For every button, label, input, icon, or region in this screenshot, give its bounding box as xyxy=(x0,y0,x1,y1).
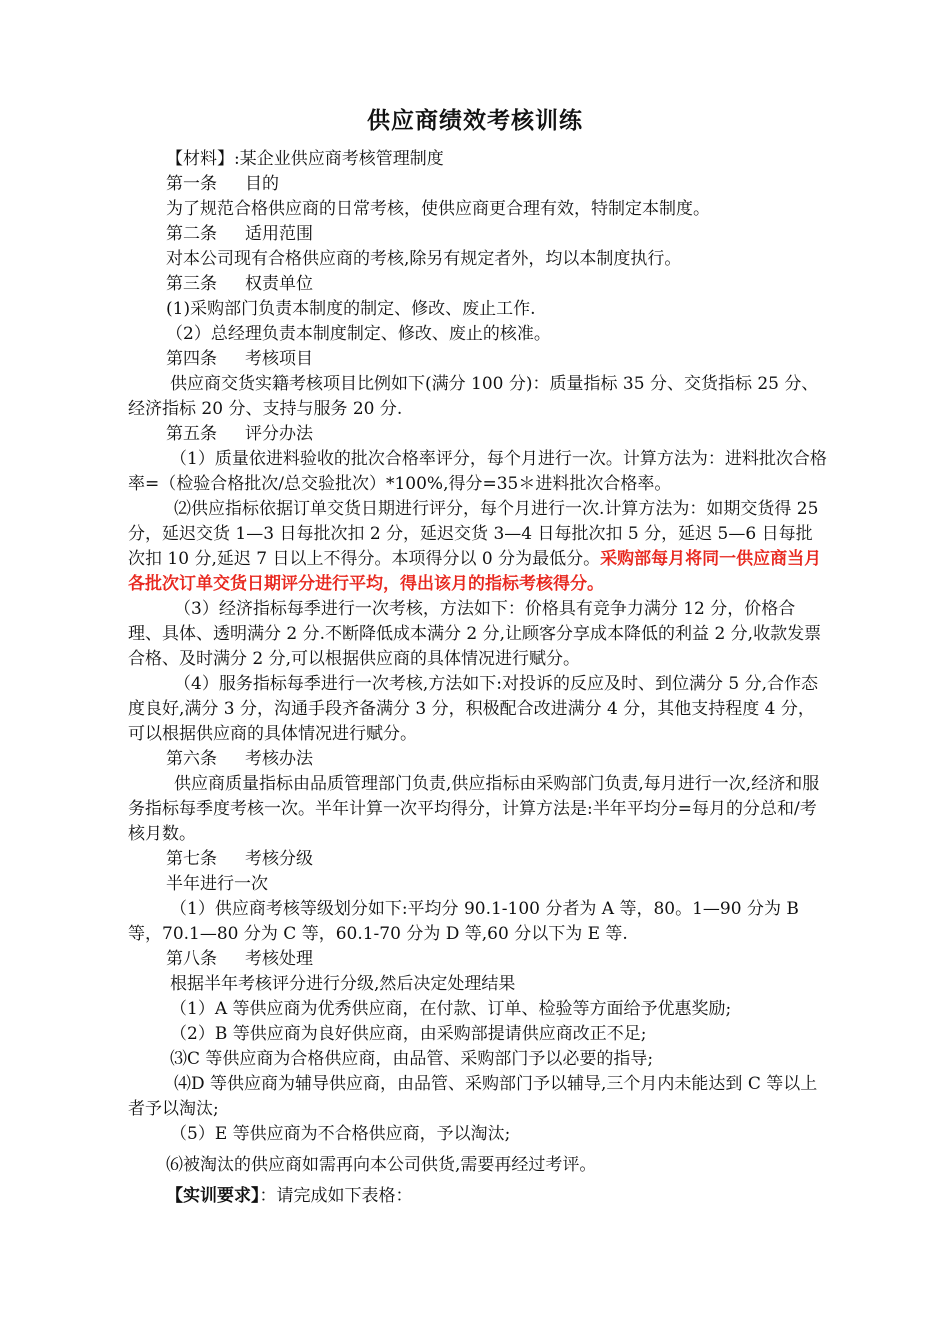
material-bracket: 【材料】 xyxy=(166,149,234,169)
material-line xyxy=(128,147,828,172)
article-5-heading xyxy=(128,422,828,447)
article-7-item-1: （1）供应商考核等级划分如下:平均分 90.1-100 分者为 A 等，80。1—90 分为 B 等，70.1—80 分为 C 等，60.1-70 分为 D 等,60 分以下为 E 等. xyxy=(128,899,799,944)
article-8-item-2: （2）B 等供应商为良好供应商，由采购部提请供应商改正不足; xyxy=(170,1024,647,1044)
article-2-body: 对本公司现有合格供应商的考核,除另有规定者外，均以本制度执行。 xyxy=(166,249,682,269)
article-title: 考核办法 xyxy=(245,749,313,769)
article-5-item-1: （1）质量依进料验收的批次合格率评分，每个月进行一次。计算方法为：进料批次合格率=（检验合格批次/总交验批次）*100%,得分=35＊进料批次合格率。 xyxy=(128,449,827,494)
article-title: 考核处理 xyxy=(245,949,313,969)
article-2-heading xyxy=(128,222,828,247)
article-number: 第七条 xyxy=(166,849,217,869)
article-7-heading xyxy=(128,847,828,872)
article-title: 评分办法 xyxy=(245,424,313,444)
article-8-item-6: ⑹被淘汰的供应商如需再向本公司供货,需要再经过考评。 xyxy=(166,1155,597,1175)
article-8-intro: 根据半年考核评分进行分级,然后决定处理结果 xyxy=(170,974,516,994)
article-5-item-3: （3）经济指标每季进行一次考核，方法如下：价格具有竞争力满分 12 分，价格合理、具体、透明满分 2 分.不断降低成本满分 2 分,让顾客分享成本降低的利益 2 分,收款发票合格、及时满分 2 分,可以根据供应商的具体情况进行赋分。 xyxy=(128,599,822,669)
document-title: 供应商绩效考核训练 xyxy=(367,108,583,134)
article-5-item-4: （4）服务指标每季进行一次考核,方法如下:对投诉的反应及时、到位满分 5 分,合作态度良好,满分 3 分，沟通手段齐备满分 3 分，积极配合改进满分 4 分，其他支持程度 4 分，可以根据供应商的具体情况进行赋分。 xyxy=(128,674,818,744)
article-title: 权责单位 xyxy=(245,274,313,294)
article-8-item-5: （5）E 等供应商为不合格供应商，予以淘汰; xyxy=(170,1124,511,1144)
article-title: 考核分级 xyxy=(245,849,313,869)
article-title: 适用范围 xyxy=(245,224,313,244)
article-number: 第三条 xyxy=(166,274,217,294)
article-8-item-4: ⑷D 等供应商为辅导供应商，由品管、采购部门予以辅导,三个月内未能达到 C 等以上者予以淘汰; xyxy=(128,1074,818,1119)
article-number: 第六条 xyxy=(166,749,217,769)
article-8-item-3: ⑶C 等供应商为合格供应商，由品管、采购部门予以必要的指导; xyxy=(170,1049,654,1069)
requirement-line xyxy=(128,1184,828,1209)
article-8-heading xyxy=(128,947,828,972)
article-title: 目的 xyxy=(245,174,279,194)
article-3-item-1: (1)采购部门负责本制度的制定、修改、废止工作. xyxy=(166,299,536,319)
article-5-item-2-text: ⑵供应指标依据订单交货日期进行评分，每个月进行一次.计算方法为：如期交货得 25 分，延迟交货 1—3 日每批次扣 2 分，延迟交货 3—4 日每批次扣 5 分，延迟 5—6 日每批次扣 10 分,延迟 7 日以上不得分。本项得分以 0 分为最低分。 xyxy=(128,499,819,569)
article-8-item-1: （1）A 等供应商为优秀供应商，在付款、订单、检验等方面给予优惠奖励; xyxy=(170,999,732,1019)
article-title: 考核项目 xyxy=(245,349,313,369)
requirement-text: ：请完成如下表格： xyxy=(259,1186,413,1206)
article-4-body: 供应商交货实籍考核项目比例如下(满分 100 分)：质量指标 35 分、交货指标 25 分、经济指标 20 分、支持与服务 20 分. xyxy=(128,374,819,419)
article-6-body: 供应商质量指标由品质管理部门负责,供应指标由采购部门负责,每月进行一次,经济和服务指标每季度考核一次。半年计算一次平均得分，计算方法是:半年平均分=每月的分总和/考核月数。 xyxy=(128,774,820,844)
article-number: 第一条 xyxy=(166,174,217,194)
article-4-heading xyxy=(128,347,828,372)
article-5-item-2 xyxy=(128,497,828,597)
requirement-bracket: 【实训要求】 xyxy=(166,1186,260,1206)
material-text: :某企业供应商考核管理制度 xyxy=(234,149,444,169)
document-body xyxy=(128,147,828,1209)
article-3-item-2: （2）总经理负责本制度制定、修改、废止的核准。 xyxy=(166,324,551,344)
article-7-frequency: 半年进行一次 xyxy=(166,874,268,894)
article-1-body: 为了规范合格供应商的日常考核，使供应商更合理有效，特制定本制度。 xyxy=(166,199,710,219)
article-number: 第二条 xyxy=(166,224,217,244)
article-5-item-2-highlight: 采购部每月将同一供应商当月各批次订单交货日期评分进行平均，得出该月的指标考核得分。 xyxy=(128,549,822,594)
article-6-heading xyxy=(128,747,828,772)
article-number: 第八条 xyxy=(166,949,217,969)
article-number: 第五条 xyxy=(166,424,217,444)
article-1-heading xyxy=(128,172,828,197)
article-number: 第四条 xyxy=(166,349,217,369)
article-3-heading xyxy=(128,272,828,297)
